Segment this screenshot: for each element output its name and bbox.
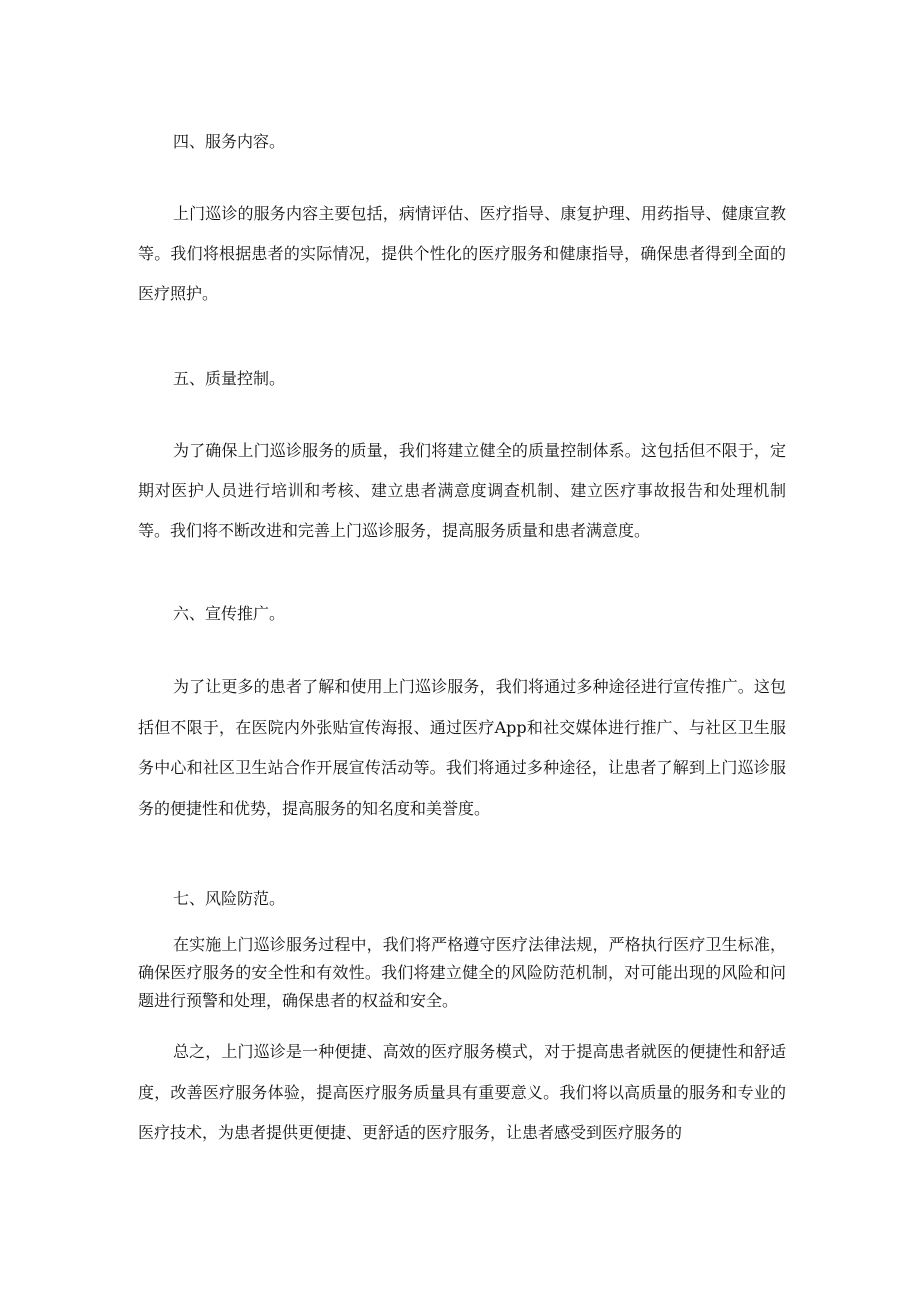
section-heading-quality-control: 五、质量控制。 bbox=[173, 369, 286, 388]
section-heading-risk-prevention: 七、风险防范。 bbox=[173, 889, 286, 908]
paragraph-risk-prevention: 在实施上门巡诊服务过程中，我们将严格遵守医疗法律法规，严格执行医疗卫生标准，确保医疗服务的安全性和有效性。我们将建立健全的风险防范机制，对可能出现的风险和问题进行预警和处理，确保患者的权益和安全。 bbox=[138, 935, 786, 1010]
section-heading-service-content: 四、服务内容。 bbox=[173, 132, 286, 151]
paragraph-summary: 总之，上门巡诊是一种便捷、高效的医疗服务模式，对于提高患者就医的便捷性和舒适度，改善医疗服务体验，提高医疗服务质量具有重要意义。我们将以高质量的服务和专业的医疗技术，为患者提供更便捷、更舒适的医疗服务，让患者感受到医疗服务的 bbox=[138, 1042, 786, 1142]
paragraph-quality-control: 为了确保上门巡诊服务的质量，我们将建立健全的质量控制体系。这包括但不限于，定期对医护人员进行培训和考核、建立患者满意度调查机制、建立医疗事故报告和处理机制等。我们将不断改进和完善上门巡诊服务，提高服务质量和患者满意度。 bbox=[138, 441, 786, 540]
paragraph-promotion: 为了让更多的患者了解和使用上门巡诊服务，我们将通过多种途径进行宣传推广。这包括但不限于，在医院内外张贴宣传海报、通过医疗App和社交媒体进行推广、与社区卫生服务中心和社区卫生站合作开展宣传活动等。我们将通过多种途径，让患者了解到上门巡诊服务的便捷性和优势，提高服务的知名度和美誉度。 bbox=[138, 677, 786, 818]
section-heading-promotion: 六、宣传推广。 bbox=[173, 604, 286, 623]
paragraph-service-content: 上门巡诊的服务内容主要包括，病情评估、医疗指导、康复护理、用药指导、健康宣教等。我们将根据患者的实际情况，提供个性化的医疗服务和健康指导，确保患者得到全面的医疗照护。 bbox=[138, 204, 786, 303]
